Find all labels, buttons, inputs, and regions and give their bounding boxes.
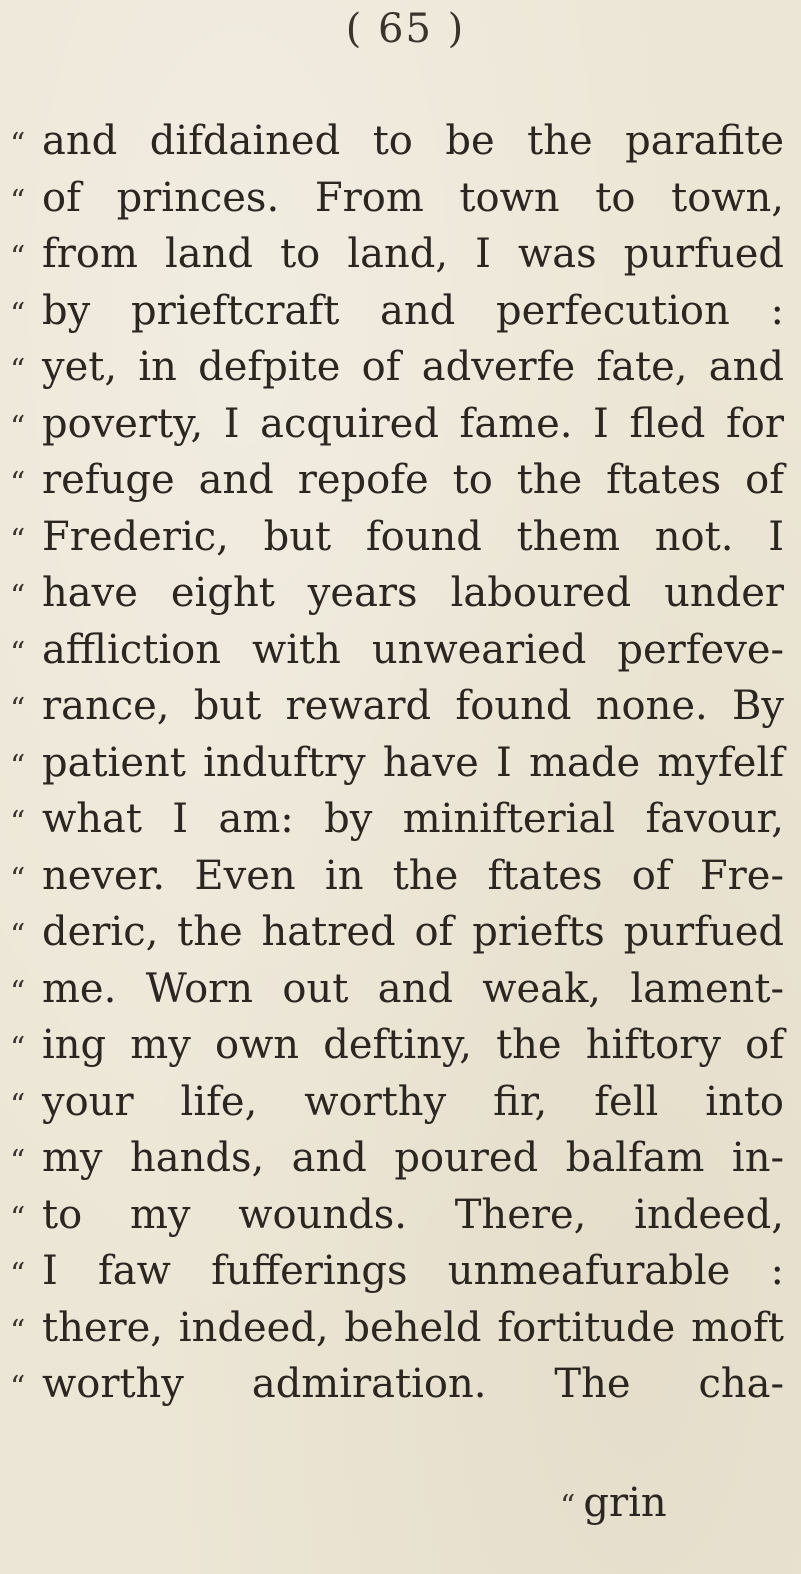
quote-mark: “ [10,466,26,501]
quote-mark: “ [10,522,26,558]
line-text: never. Even in the ftates of Fre- [42,852,784,899]
text-block [0,118,801,1418]
line-text: there, indeed, beheld fortitude moft [42,1304,784,1351]
line-text: deric, the hatred of priefts purfued [42,909,784,955]
line-text: your life, worthy fir, fell into [42,1078,784,1125]
catchword-text: grin [583,1480,667,1526]
quote-mark: “ [10,579,26,614]
text-line [0,175,801,232]
line-text: affliction with unwearied perfeve- [42,626,784,673]
line-text: by prieftcraft and perfecution : [42,287,784,334]
quote-mark: “ [10,183,26,219]
line-text: I faw fufferings unmeafurable : [42,1248,784,1294]
quote-mark: “ [10,240,26,275]
text-line [0,740,801,797]
quote-mark: “ [10,1031,26,1066]
catchword [560,1480,667,1526]
quote-mark: “ [10,1370,26,1405]
text-line [0,118,801,175]
text-line [0,231,801,288]
line-text: worthy admiration. The cha- [42,1361,784,1407]
quote-mark: “ [10,1087,26,1123]
text-line [0,1079,801,1136]
text-line [0,1361,801,1418]
line-text: to my wounds. There, indeed, [42,1191,784,1238]
line-text: ing my own deftiny, the hiftory of [42,1022,784,1068]
quote-mark: “ [10,861,26,897]
quote-mark: “ [10,127,26,162]
quote-mark: “ [10,353,26,388]
text-line [0,1192,801,1249]
line-text: refuge and repofe to the ftates of [42,457,784,503]
line-text: have eight years laboured under [42,570,784,616]
line-text: Frederic, but found them not. I [42,513,784,560]
quote-mark: “ [10,692,26,727]
quote-mark: “ [10,635,26,671]
text-line [0,683,801,740]
quote-mark: “ [560,1489,576,1524]
text-line [0,514,801,571]
text-line [0,570,801,627]
quote-mark: “ [10,409,26,445]
line-text: patient induftry have I made myfelf [42,739,784,786]
quote-mark: “ [10,1200,26,1236]
text-line [0,344,801,401]
quote-mark: “ [10,748,26,784]
line-text: of princes. From town to town, [42,174,784,221]
line-text: yet, in defpite of adverfe fate, and [42,344,784,390]
text-line [0,853,801,910]
line-text: my hands, and poured balfam in- [42,1135,784,1181]
text-line [0,1248,801,1305]
text-line [0,401,801,458]
text-line [0,909,801,966]
text-line [0,1022,801,1079]
text-line [0,796,801,853]
quote-mark: “ [10,1313,26,1349]
quote-mark: “ [10,918,26,953]
text-line [0,966,801,1023]
page-number: ( 65 ) [345,6,466,52]
line-text: and difdained to be the parafite [42,118,784,164]
line-text: rance, but reward found none. By [42,683,784,729]
line-text: from land to land, I was purfued [42,231,784,277]
text-line [0,1135,801,1192]
quote-mark: “ [10,1144,26,1179]
text-line [0,627,801,684]
text-line [0,457,801,514]
quote-mark: “ [10,974,26,1010]
line-text: me. Worn out and weak, lament- [42,965,784,1012]
text-line [0,1305,801,1362]
quote-mark: “ [10,805,26,840]
quote-mark: “ [10,296,26,332]
line-text: what I am: by minifterial favour, [42,796,784,842]
quote-mark: “ [10,1257,26,1292]
line-text: poverty, I acquired fame. I fled for [42,400,784,447]
text-line [0,288,801,345]
